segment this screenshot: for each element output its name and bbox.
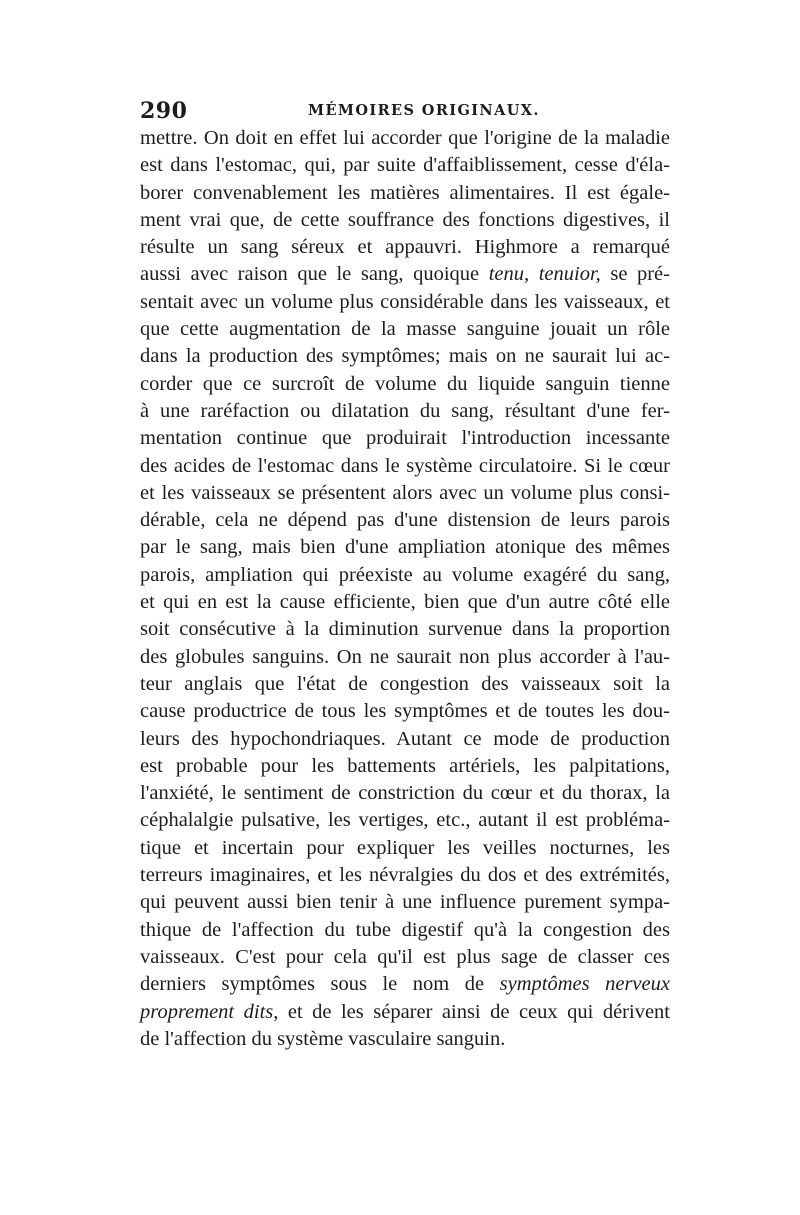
text-line — [140, 398, 670, 425]
text-segment: dans la production des symptômes; mais on ne saurait lui ac- — [140, 345, 670, 368]
text-line — [140, 835, 670, 862]
text-segment: soit consécutive à la diminution survenue dans la proportion — [140, 618, 670, 641]
text-segment: résulte un sang séreux et appauvri. Highmore a remarqué — [140, 236, 670, 259]
text-segment: teur anglais que l'état de congestion des vaisseaux soit la — [140, 672, 670, 695]
text-segment: borer convenablement les matières alimentaires. Il est égale- — [140, 181, 670, 204]
text-line — [140, 726, 670, 753]
text-line — [140, 125, 670, 152]
text-segment: parois, ampliation qui préexiste au volume exagéré du sang, — [140, 563, 670, 586]
text-line — [140, 371, 670, 398]
text-line — [140, 889, 670, 916]
text-segment: thique de l'affection du tube digestif qu'à la congestion des — [140, 918, 670, 941]
text-segment: est probable pour les battements artériels, les palpitations, — [140, 754, 670, 777]
text-segment: des acides de l'estomac dans le système circulatoire. Si le cœur — [140, 454, 670, 477]
text-line — [140, 289, 670, 316]
text-segment: qui peuvent aussi bien tenir à une influence purement sympa- — [140, 891, 670, 914]
text-line — [140, 807, 670, 834]
running-head — [140, 98, 660, 124]
text-line — [140, 671, 670, 698]
text-segment: mettre. On doit en effet lui accorder que l'origine de la maladie — [140, 127, 670, 149]
text-line — [140, 180, 670, 207]
text-line — [140, 480, 670, 507]
text-segment: aussi avec raison que le sang, quoique — [140, 263, 489, 286]
text-line — [140, 917, 670, 944]
text-line — [140, 1026, 670, 1053]
text-segment: se pré- — [600, 263, 670, 286]
text-line — [140, 644, 670, 671]
italic-text: proprement dits — [140, 1000, 274, 1023]
text-line — [140, 780, 670, 807]
text-line — [140, 261, 670, 288]
text-line — [140, 234, 670, 261]
text-segment: l'anxiété, le sentiment de constriction du cœur et du thorax, la — [140, 782, 670, 805]
text-line — [140, 753, 670, 780]
text-line — [140, 862, 670, 889]
page-number: 290 — [140, 98, 188, 124]
text-segment: est dans l'estomac, qui, par suite d'affaiblissement, cesse d'éla- — [140, 154, 670, 177]
text-line — [140, 425, 670, 452]
italic-text: symptômes nerveux — [499, 973, 670, 996]
text-line — [140, 207, 670, 234]
text-segment: vaisseaux. C'est pour cela qu'il est plus sage de classer ces — [140, 945, 670, 968]
text-line — [140, 999, 670, 1026]
text-segment: terreurs imaginaires, et les névralgies du dos et des extrémités, — [140, 864, 670, 887]
text-segment: derniers symptômes sous le nom de — [140, 973, 500, 996]
running-title: MÉMOIRES ORIGINAUX. — [308, 102, 540, 119]
text-line — [140, 507, 670, 534]
text-segment: que cette augmentation de la masse sanguine jouait un rôle — [140, 318, 670, 341]
text-segment: leurs des hypochondriaques. Autant ce mode de production — [140, 727, 670, 750]
text-line — [140, 453, 670, 480]
italic-text: tenu, tenuior, — [488, 263, 601, 286]
text-segment: cause productrice de tous les symptômes et de toutes les dou- — [140, 700, 670, 723]
text-segment: céphalalgie pulsative, les vertiges, etc., autant il est probléma- — [140, 809, 670, 832]
text-line — [140, 616, 670, 643]
text-segment: à une raréfaction ou dilatation du sang, résultant d'une fer- — [140, 399, 670, 422]
text-segment: sentait avec un volume plus considérable dans les vaisseaux, et — [140, 290, 670, 313]
text-segment: corder que ce surcroît de volume du liquide sanguin tienne — [140, 372, 670, 395]
text-segment: et qui en est la cause efficiente, bien que d'un autre côté elle — [140, 591, 670, 614]
text-line — [140, 534, 670, 561]
text-line — [140, 316, 670, 343]
text-segment: dérable, cela ne dépend pas d'une distension de leurs parois — [140, 509, 670, 532]
text-segment: par le sang, mais bien d'une ampliation atonique des mêmes — [140, 536, 670, 559]
text-segment: et les vaisseaux se présentent alors avec un volume plus consi- — [140, 481, 670, 504]
text-line — [140, 343, 670, 370]
text-segment: ment vrai que, de cette souffrance des fonctions digestives, il — [140, 208, 670, 231]
text-line — [140, 944, 670, 971]
text-line — [140, 152, 670, 179]
text-line — [140, 589, 670, 616]
text-segment: tique et incertain pour expliquer les veilles nocturnes, les — [140, 836, 670, 859]
text-line — [140, 562, 670, 589]
text-segment: de l'affection du système vasculaire sanguin. — [140, 1027, 506, 1050]
text-segment: , et de les séparer ainsi de ceux qui dérivent — [273, 1000, 670, 1023]
text-segment: des globules sanguins. On ne saurait non plus accorder à l'au- — [140, 645, 670, 668]
body-text — [140, 125, 670, 1053]
text-line — [140, 698, 670, 725]
text-line — [140, 971, 670, 998]
text-segment: mentation continue que produirait l'introduction incessante — [140, 427, 670, 450]
